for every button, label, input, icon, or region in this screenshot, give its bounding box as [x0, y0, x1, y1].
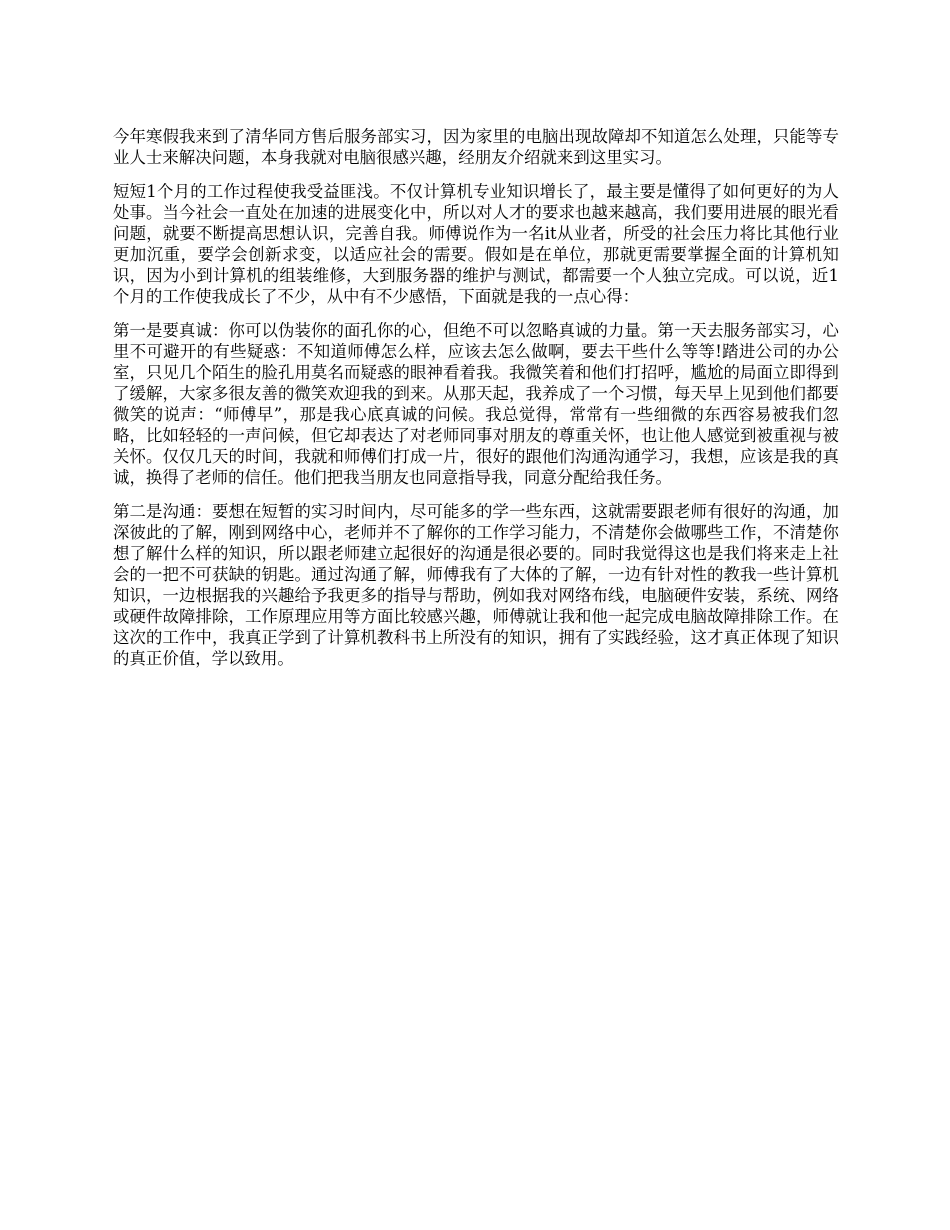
- paragraph-sincerity: 第一是要真诚：你可以伪装你的面孔你的心，但绝不可以忽略真诚的力量。第一天去服务部实习，心里不可避开的有些疑惑：不知道师傅怎么样，应该去怎么做啊，要去干些什么等等!踏进公司的办公室，只见几个陌生的脸孔用莫名而疑惑的眼神看着我。我微笑着和他们打招呼，尴尬的局面立即得到了缓解，大家多很友善的微笑欢迎我的到来。从那天起，我养成了一个习惯，每天早上见到他们都要微笑的说声：“师傅早”，那是我心底真诚的问候。我总觉得，常常有一些细微的东西容易被我们忽略，比如轻轻的一声问候，但它却表达了对老师同事对朋友的尊重关怀，也让他人感觉到被重视与被关怀。仅仅几天的时间，我就和师傅们打成一片，很好的跟他们沟通沟通学习，我想，应该是我的真诚，换得了老师的信任。他们把我当朋友也同意指导我，同意分配给我任务。: [113, 321, 839, 487]
- paragraph-overview: 短短1个月的工作过程使我受益匪浅。不仅计算机专业知识增长了，最主要是懂得了如何更好的为人处事。当今社会一直处在加速的进展变化中，所以对人才的要求也越来越高，我们要用进展的眼光看问题，就要不断提高思想认识，完善自我。师傅说作为一名it从业者，所受的社会压力将比其他行业更加沉重，要学会创新求变，以适应社会的需要。假如是在单位，那就更需要掌握全面的计算机知识，因为小到计算机的组装维修，大到服务器的维护与测试，都需要一个人独立完成。可以说，近1个月的工作使我成长了不少，从中有不少感悟，下面就是我的一点心得：: [113, 182, 839, 306]
- paragraph-communication: 第二是沟通：要想在短暂的实习时间内，尽可能多的学一些东西，这就需要跟老师有很好的沟通，加深彼此的了解，刚到网络中心，老师并不了解你的工作学习能力，不清楚你会做哪些工作，不清楚你想了解什么样的知识，所以跟老师建立起很好的沟通是很必要的。同时我觉得这也是我们将来走上社会的一把不可获缺的钥匙。通过沟通了解，师傅我有了大体的了解，一边有针对性的教我一些计算机知识，一边根据我的兴趣给予我更多的指导与帮助，例如我对网络布线，电脑硬件安装，系统、网络或硬件故障排除，工作原理应用等方面比较感兴趣，师傅就让我和他一起完成电脑故障排除工作。在这次的工作中，我真正学到了计算机教科书上所没有的知识，拥有了实践经验，这才真正体现了知识的真正价值，学以致用。: [113, 502, 839, 668]
- paragraph-intro: 今年寒假我来到了清华同方售后服务部实习，因为家里的电脑出现故障却不知道怎么处理，只能等专业人士来解决问题，本身我就对电脑很感兴趣，经朋友介绍就来到这里实习。: [113, 127, 839, 167]
- document-body: [113, 126, 839, 682]
